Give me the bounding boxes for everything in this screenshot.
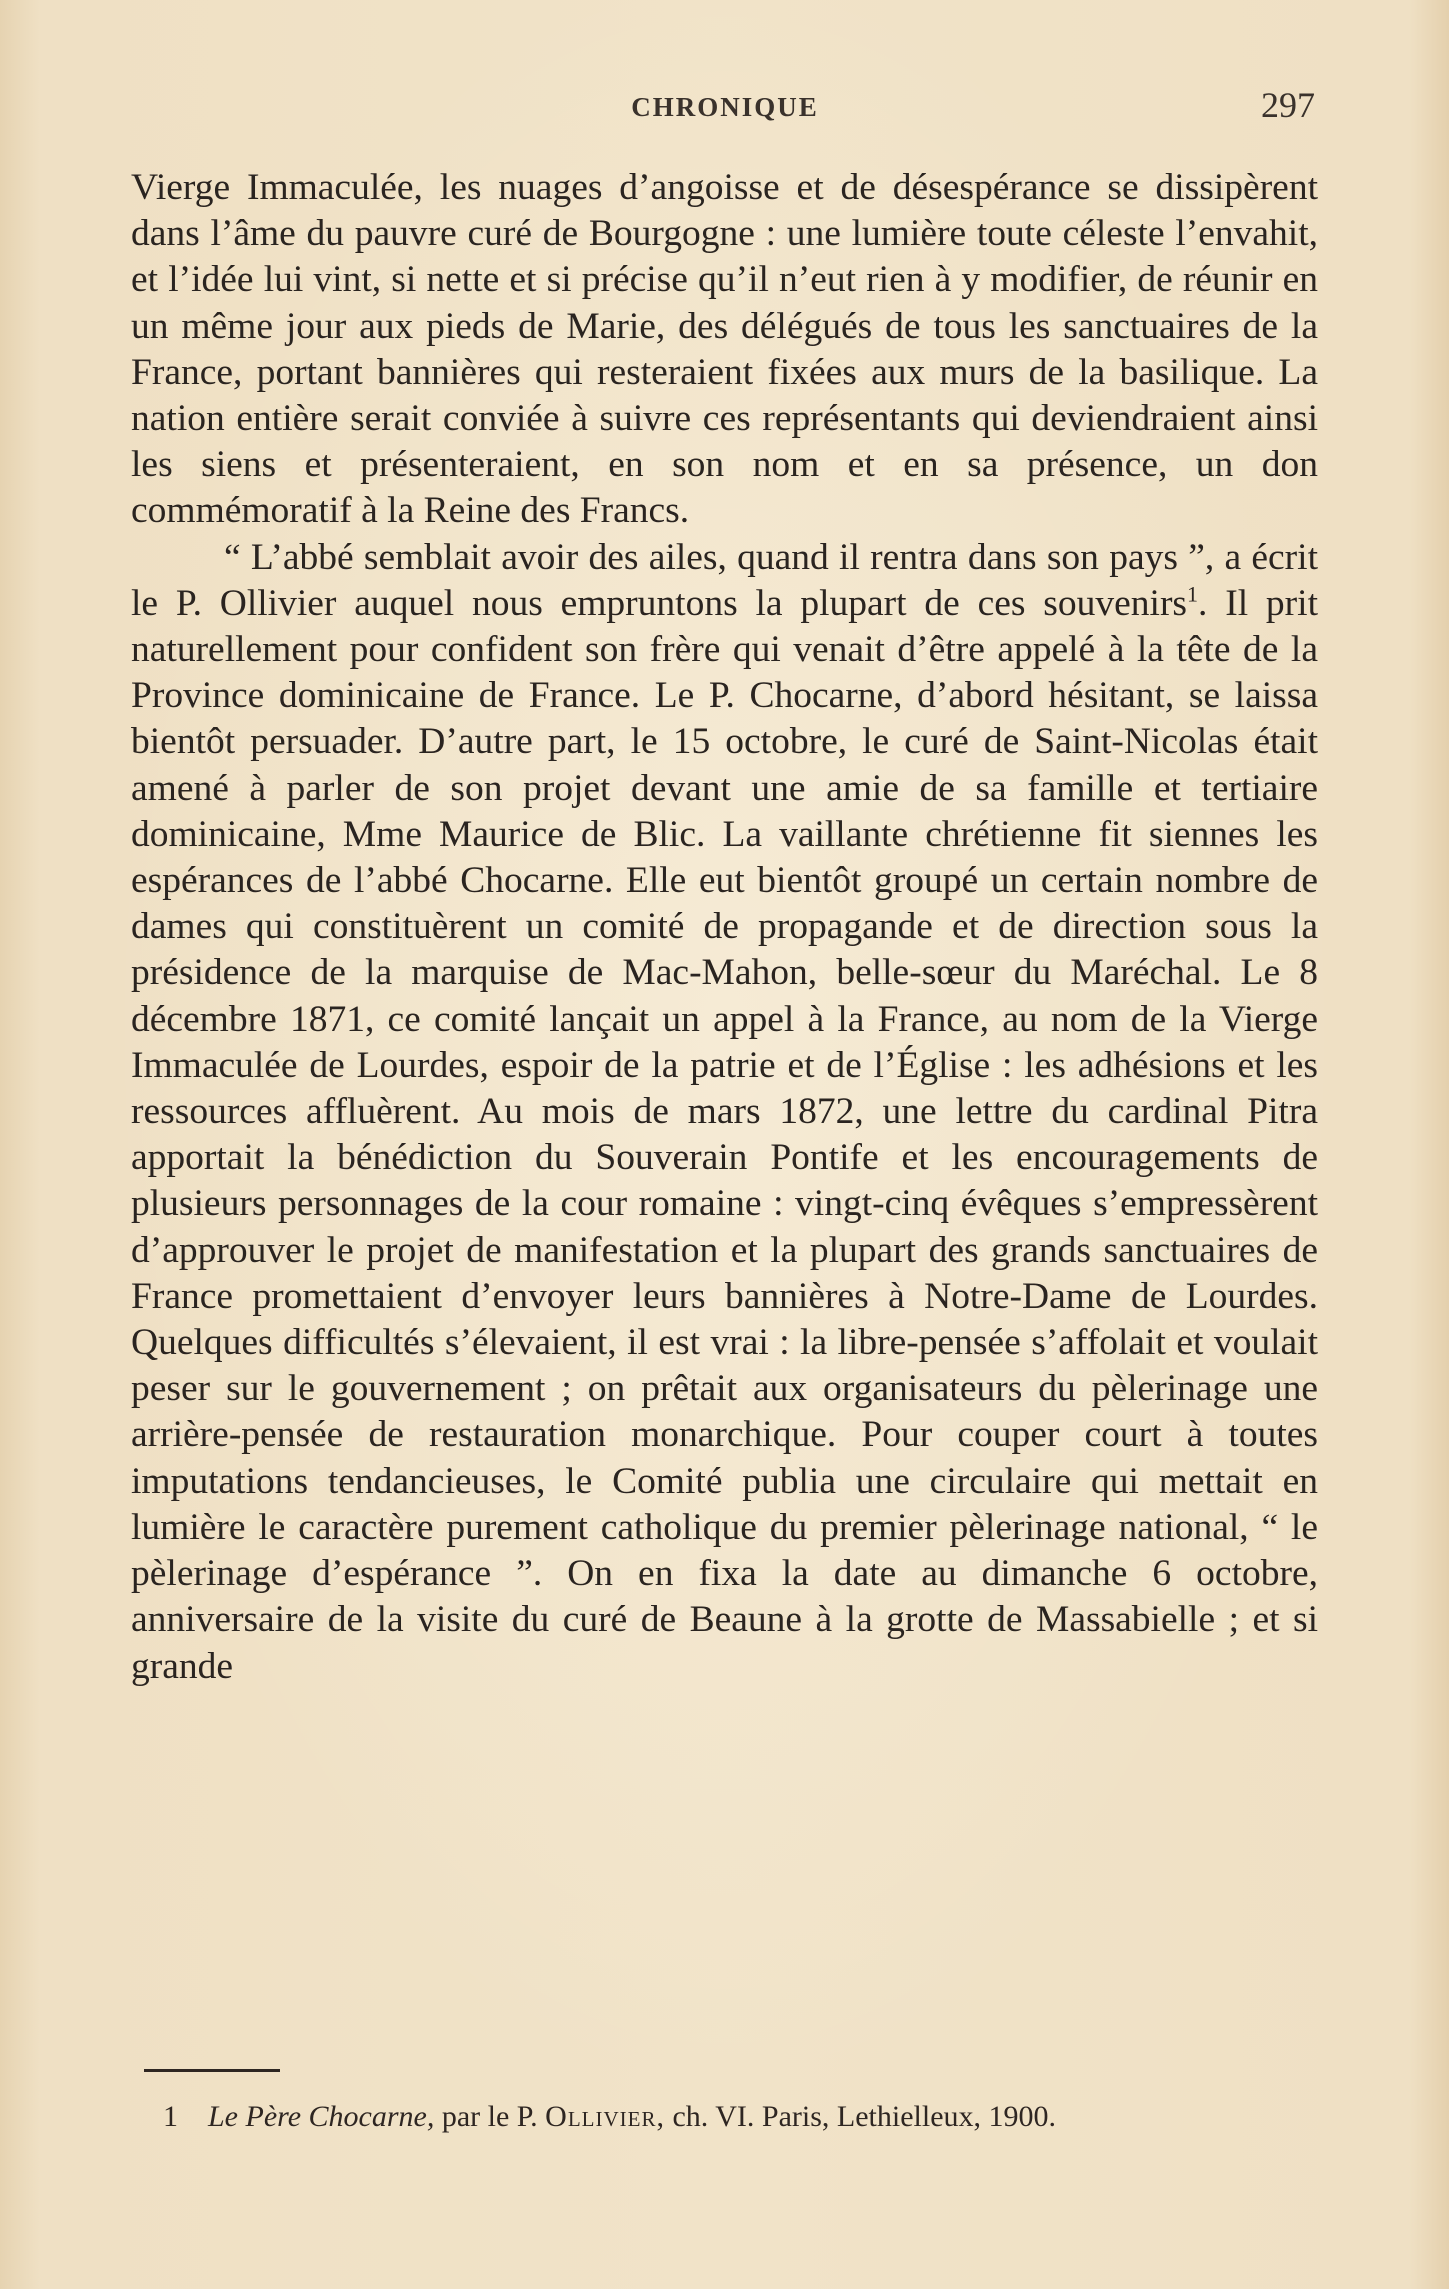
paragraph: Vierge Immaculée, les nuages d’angoisse et de désespérance se dissipèrent dans l’âme du pauvre curé de Bourgogne : une lumière toute céleste l’envahit, et l’idée lui vint, si nette et si précise qu’il n’eut rien à y modifier, de réunir en un même jour aux pieds de Marie, des délégués de tous les sanctuaires de la France, portant bannières qui resteraient fixées aux murs de la basilique. La nation entière serait conviée à suivre ces représentants qui deviendraient ainsi les siens et présenteraient, en son nom et en sa présence, un don commémoratif à la Reine des Francs. (131, 167, 1318, 532)
footnote-book-title: Le Père Chocarne, (208, 2100, 435, 2133)
footnote-marker: 1 (163, 2100, 178, 2133)
running-head (135, 85, 1315, 128)
running-title: CHRONIQUE (631, 92, 819, 122)
footnote-text: par le P. (434, 2100, 546, 2133)
page-number: 297 (1261, 85, 1315, 125)
footnote-reference: 1 (1187, 581, 1199, 607)
footnote-divider (144, 2069, 280, 2072)
paragraph-text: “ L’abbé semblait avoir des ailes, quand il rentra dans son pays ”, a écrit le P. Ollivier auquel nous empruntons la plupart de ces souvenirs (131, 536, 1318, 624)
paragraph (131, 535, 1318, 1690)
footnote-author: Ollivier, (545, 2100, 665, 2133)
footnote (163, 2098, 1318, 2136)
paragraph-text: . Il prit naturellement pour confident son frère qui venait d’être appelé à la tête de la Province dominicaine de France. Le P. Chocarne, d’abord hésitant, se laissa bientôt persuader. D’autre part, le 15 octobre, le curé de Saint-Nicolas était amené à parler de son projet devant une amie de sa famille et tertiaire dominicaine, Mme Maurice de Blic. La vaillante chrétienne fit siennes les espérances de l’abbé Chocarne. Elle eut bientôt groupé un certain nombre de dames qui constituèrent un comité de propagande et de direction sous la présidence de la marquise de Mac-Mahon, belle-sœur du Maréchal. Le 8 décembre 1871, ce comité lançait un appel à la France, au nom de la Vierge Immaculée de Lourdes, espoir de la patrie et de l’Église : les adhésions et les ressources affluèrent. Au mois de mars 1872, une lettre du cardinal Pitra apportait la bénédiction du Souverain Pontife et les encouragements de plusieurs personnages de la cour romaine : vingt-cinq évêques s’empressèrent d’approuver le projet de manifestation et la plupart des grands sanctuaires de France promettaient d’envoyer leurs bannières à Notre-Dame de Lourdes. Quelques difficultés s’élevaient, il est vrai : la libre-pensée s’affolait et voulait peser sur le gouvernement ; on prêtait aux organisateurs du pèlerinage une arrière-pensée de restauration monarchique. Pour couper court à toutes imputations tendancieuses, le Comité publia une circulaire qui mettait en lumière le caractère purement catholique du premier pèlerinage national, “ le pèlerinage d’espérance ”. On en fixa la date au dimanche 6 octobre, anniversaire de la visite du curé de Beaune à la grotte de Massabielle ; et si grande (131, 582, 1319, 1687)
body-text (131, 165, 1318, 1690)
footnote-text: ch. VI. Paris, Lethielleux, 1900. (664, 2100, 1057, 2133)
